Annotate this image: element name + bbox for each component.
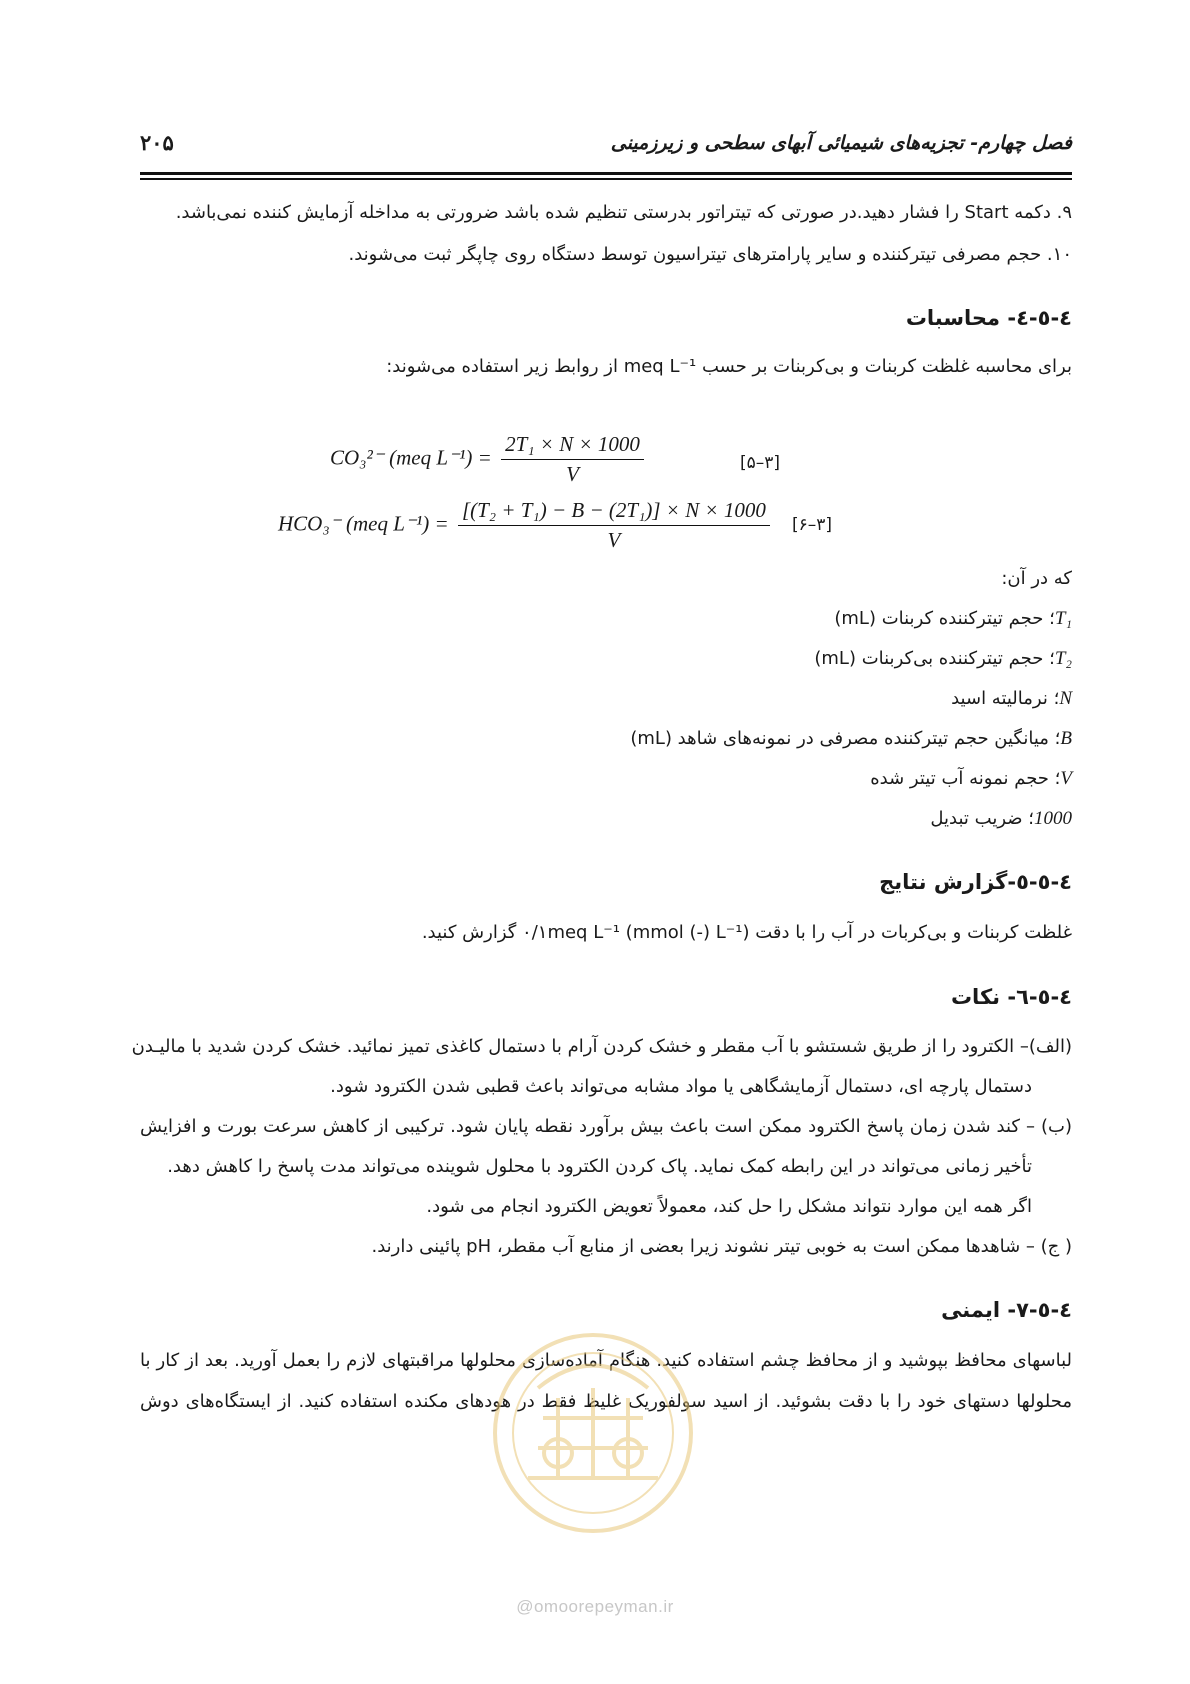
step-10: ۱۰. حجم مصرفی تیترکننده و سایر پارامترهای تیتراسیون توسط دستگاه روی چاپگر ثبت می‌شوند.: [348, 244, 1072, 265]
var-symbol: B: [1060, 728, 1072, 749]
where-label: که در آن:: [1001, 568, 1072, 589]
eq2-number: [۶–۳]: [792, 515, 833, 535]
header-rule-thin: [140, 178, 1072, 180]
var-desc: ؛ حجم تیترکننده کربنات (mL): [834, 608, 1055, 629]
var-desc: ؛ حجم تیترکننده بی‌کربنات (mL): [814, 648, 1055, 669]
section-heading-notes: ٤-٥-٦- نکات: [950, 985, 1072, 1009]
var-symbol: 1000: [1034, 808, 1072, 829]
page-number: ۲۰۵: [140, 130, 174, 155]
note-b-line1: (ب) – کند شدن زمان پاسخ الکترود ممکن است باعث بیش برآورد نقطه پایان شود. ترکیبی از کاهش سرعت بورت و افزایش: [140, 1116, 1072, 1137]
var-desc: ؛ ضریب تبدیل: [930, 808, 1034, 829]
var-symbol: T₂: [1054, 648, 1072, 669]
equation-bicarbonate: [278, 498, 774, 553]
eq1-number: [۵–۳]: [740, 453, 781, 473]
eq1-lhs: CO₃²⁻ (meq L⁻¹) =: [330, 445, 492, 470]
eq2-fraction: [458, 498, 770, 553]
equation-carbonate: [330, 432, 648, 487]
var-symbol: N: [1059, 688, 1072, 709]
safety-line2: محلولها دستهای خود را با دقت بشوئید. از اسید سولفوریک غلیظ فقط در هودهای مکنده استفاده کنید. از ایستگاه‌های دوش: [140, 1391, 1072, 1412]
var-desc: ؛ میانگین حجم تیترکننده مصرفی در نمونه‌های شاهد (mL): [630, 728, 1061, 749]
eq2-lhs: HCO₃⁻ (meq L⁻¹) =: [278, 511, 449, 536]
var-b: [630, 728, 1072, 750]
note-a-line2: دستمال پارچه ای، دستمال آزمایشگاهی یا مواد مشابه می‌تواند باعث قطبی شدن الکترود شود.: [330, 1076, 1032, 1097]
eq2-numerator: [(T₂ + T₁) − B − (2T₁)] × N × 1000: [458, 498, 770, 526]
note-b-line3: اگر همه این موارد نتواند مشکل را حل کند، معمولاً تعویض الکترود انجام می شود.: [426, 1196, 1032, 1217]
eq1-denominator: V: [566, 462, 579, 486]
note-c: ( ج) – شاهدها ممکن است به خوبی تیتر نشوند زیرا بعضی از منابع آب مقطر، pH پائینی دارند.: [371, 1236, 1072, 1257]
var-v: [870, 768, 1072, 790]
section-heading-calculations: ٤-٥-٤- محاسبات: [905, 306, 1072, 330]
var-symbol: V: [1060, 768, 1072, 789]
var-desc: ؛ نرمالیته اسید: [951, 688, 1060, 709]
safety-line1: لباسهای محافظ بپوشید و از محافظ چشم استفاده کنید. هنگام آماده‌سازی محلولها مراقبتهای لازم را بعمل آورید. بعد از کار با: [140, 1350, 1072, 1371]
var-t1: [834, 608, 1072, 630]
var-t2: [814, 648, 1072, 670]
eq1-fraction: [501, 432, 644, 487]
var-desc: ؛ حجم نمونه آب تیتر شده: [870, 768, 1061, 789]
note-b-line2: تأخیر زمانی می‌تواند در این رابطه کمک نماید. پاک کردن الکترود با محلول شوینده می‌تواند مدت پاسخ را کاهش دهد.: [167, 1156, 1032, 1177]
var-symbol: T₁: [1054, 608, 1072, 629]
chapter-title: فصل چهارم- تجزیه‌های شیمیائی آبهای سطحی و زیرزمینی: [610, 132, 1072, 154]
note-a-line1: (الف)– الکترود را از طریق شستشو با آب مقطر و خشک کردن آرام با دستمال کاغذی تمیز نمائید. خشک کردن شدید با مالیـدن: [131, 1036, 1072, 1057]
header-rule-thick: [140, 172, 1072, 175]
report-text: غلظت کربنات و بی‌کربات در آب را با دقت (mmol (-) L⁻¹) ۰/۱meq L⁻¹ گزارش کنید.: [421, 922, 1072, 943]
var-n: [951, 688, 1072, 710]
eq2-denominator: V: [607, 528, 621, 552]
watermark-handle: @omoorepeyman.ir: [516, 1597, 674, 1616]
calc-intro: برای محاسبه غلظت کربنات و بی‌کربنات بر حسب meq L⁻¹ از روابط زیر استفاده می‌شوند:: [386, 356, 1072, 377]
section-heading-safety: ٤-٥-٧- ایمنی: [941, 1298, 1072, 1322]
eq1-numerator: 2T₁ × N × 1000: [501, 432, 644, 460]
section-heading-report: ٤-٥-٥-گزارش نتایج: [879, 870, 1072, 894]
step-9: ۹. دکمه Start را فشار دهید.در صورتی که تیتراتور بدرستی تنظیم شده باشد ضرورتی به مداخله آزمایش کننده نمی‌باشد.: [175, 202, 1072, 223]
watermark-seal-icon: [488, 1328, 698, 1538]
var-1000: [930, 808, 1072, 830]
